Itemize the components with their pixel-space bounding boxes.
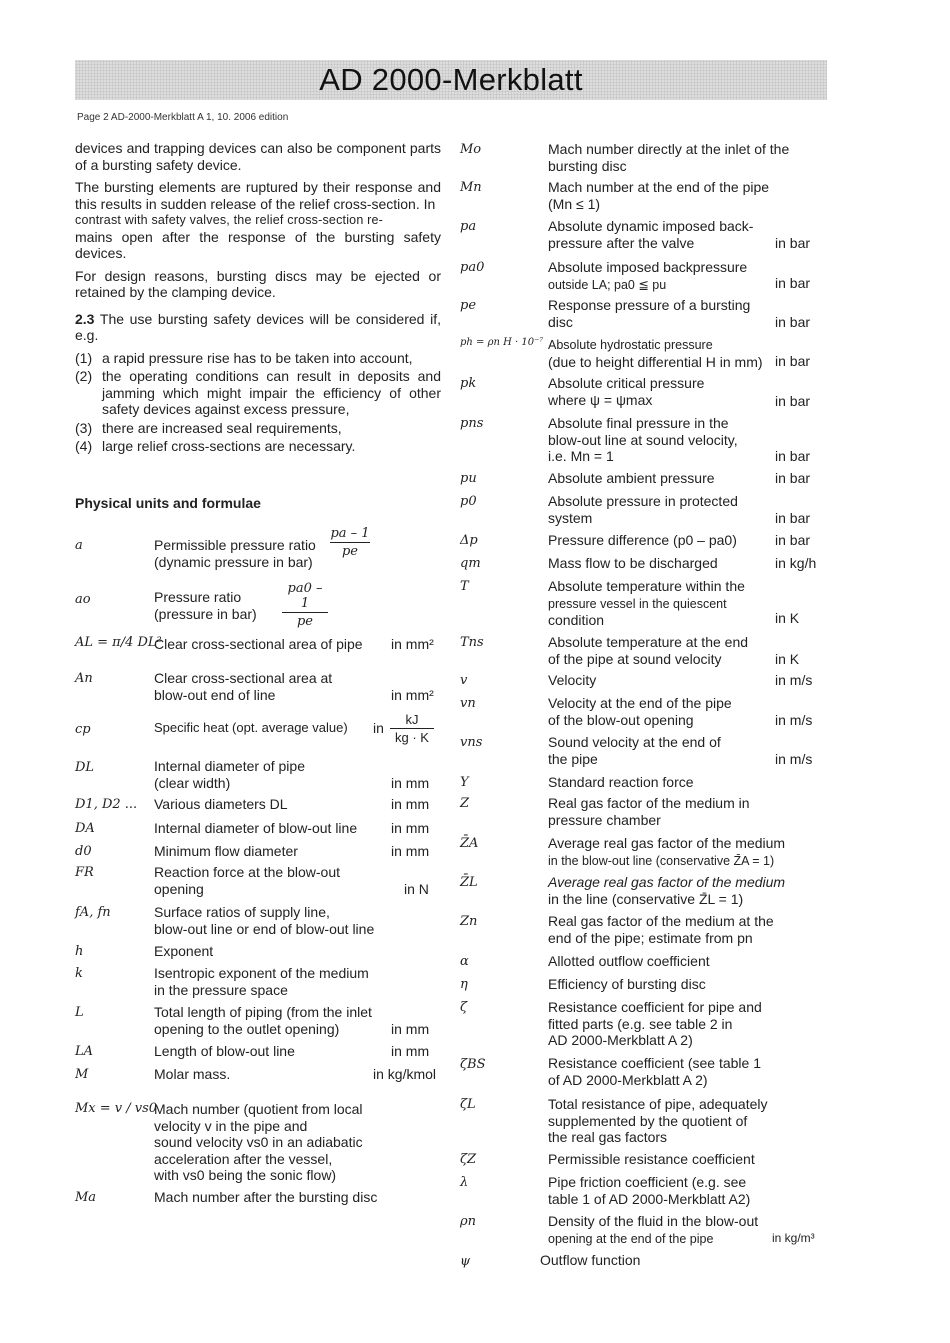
definition: Absolute ambient pressure bbox=[548, 470, 715, 486]
symbol: pk bbox=[460, 376, 477, 391]
definition: Standard reaction force bbox=[548, 774, 694, 790]
unit: in bar bbox=[775, 275, 811, 291]
definition: Surface ratios of supply line, blow-out line or end of blow-out line bbox=[154, 904, 375, 937]
unit: in bar bbox=[775, 470, 811, 486]
symbol: qm bbox=[460, 556, 481, 571]
symbol: Z bbox=[460, 796, 470, 811]
unit: in K bbox=[775, 610, 800, 626]
unit: in mm² bbox=[391, 687, 434, 703]
unit: in K bbox=[775, 651, 800, 667]
symbol: Mn bbox=[460, 180, 482, 195]
definition: Absolute pressure in protected system bbox=[548, 493, 738, 526]
definition: Internal diameter of pipe (clear width) bbox=[154, 758, 305, 791]
list-text: large relief cross-sections are necessary. bbox=[102, 438, 356, 454]
symbol: ζZ bbox=[460, 1152, 477, 1167]
definition: Mass flow to be discharged bbox=[548, 555, 718, 571]
definition: Absolute hydrostatic pressure (due to height differential H in mm) bbox=[548, 338, 763, 370]
symbol: d0 bbox=[75, 844, 92, 859]
definition: Various diameters DL bbox=[154, 796, 288, 812]
symbol: Mo bbox=[460, 142, 482, 157]
definition: Sound velocity at the end of the pipe bbox=[548, 734, 721, 767]
definition: Pipe friction coefficient (e.g. see table 1 of AD 2000-Merkblatt A2) bbox=[548, 1174, 751, 1207]
unit: in mm bbox=[391, 796, 430, 812]
definition: Resistance coefficient (see table 1 of AD 2000-Merkblatt A 2) bbox=[548, 1055, 761, 1088]
symbol: Y bbox=[460, 775, 469, 790]
definition: Mach number directly at the inlet of the bursting disc bbox=[548, 141, 790, 174]
unit: in bar bbox=[775, 532, 811, 548]
unit: in mm² bbox=[391, 636, 434, 652]
definition: Total resistance of pipe, adequately supplemented by the quotient of the real gas factors bbox=[548, 1096, 768, 1145]
definition: Velocity bbox=[548, 672, 597, 688]
unit: in m/s bbox=[775, 712, 813, 728]
definition: Absolute temperature within the pressure vessel in the quiescent condition bbox=[548, 578, 745, 628]
paragraph bbox=[75, 311, 441, 344]
definition: Total length of piping (from the inlet opening to the outlet opening) bbox=[154, 1004, 372, 1037]
symbol: cp bbox=[75, 722, 91, 737]
symbol: T bbox=[460, 579, 469, 594]
definition: Pressure difference (p0 – pa0) bbox=[548, 532, 737, 548]
unit: in bar bbox=[775, 393, 811, 409]
definition: Velocity at the end of the pipe of the blow-out opening bbox=[548, 695, 732, 728]
symbol: α bbox=[460, 954, 469, 969]
unit: in mm bbox=[391, 1021, 430, 1037]
symbol: DA bbox=[75, 821, 95, 836]
fraction: pa0 – 1 pe bbox=[282, 581, 328, 629]
list-number: (4) bbox=[75, 438, 93, 454]
definition: Length of blow-out line bbox=[154, 1043, 295, 1059]
unit: in m/s bbox=[775, 672, 813, 688]
definition: Allotted outflow coefficient bbox=[548, 953, 710, 969]
definition: Permissible pressure ratio (dynamic pressure in bar) bbox=[154, 537, 316, 570]
symbol: ph = ρn H · 10⁻⁷ bbox=[460, 337, 544, 348]
unit: in mm bbox=[391, 843, 430, 859]
symbol: ζ bbox=[460, 1000, 468, 1015]
symbol: FR bbox=[75, 865, 94, 880]
symbol: λ bbox=[460, 1175, 469, 1190]
document-title: AD 2000-Merkblatt bbox=[319, 62, 583, 97]
definition: Real gas factor of the medium in pressure chamber bbox=[548, 795, 750, 828]
unit: in m/s bbox=[775, 751, 813, 767]
paragraph: devices and trapping devices can also be component parts of a bursting safety device. bbox=[75, 140, 441, 173]
symbol: k bbox=[75, 966, 83, 981]
definition: Molar mass. bbox=[154, 1066, 231, 1082]
section-number: 2.3 bbox=[75, 310, 95, 327]
symbol: ρn bbox=[460, 1214, 477, 1229]
symbol: vn bbox=[460, 696, 476, 711]
symbol: Zn bbox=[460, 914, 478, 929]
symbol: Mx = v / vs0 bbox=[75, 1101, 158, 1116]
symbol: η bbox=[460, 977, 468, 992]
header-banner bbox=[75, 60, 827, 100]
definition: Mach number after the bursting disc bbox=[154, 1189, 378, 1205]
symbol: ψ bbox=[460, 1254, 471, 1269]
definition: Response pressure of a bursting disc bbox=[548, 297, 751, 330]
definition: Outflow function bbox=[540, 1252, 641, 1268]
list-text: a rapid pressure rise has to be taken into account, bbox=[102, 349, 413, 366]
fraction: pa – 1 pe bbox=[330, 526, 370, 559]
definition: Real gas factor of the medium at the end of the pipe; estimate from pn bbox=[548, 913, 774, 946]
symbol: ζL bbox=[460, 1097, 476, 1112]
symbol: v bbox=[460, 673, 468, 688]
definition: Specific heat (opt. average value) bbox=[154, 720, 348, 735]
symbol: Z̄A bbox=[460, 836, 479, 851]
unit: in mm bbox=[391, 1043, 430, 1059]
paragraph: mains open after the response of the bursting safety devices. bbox=[75, 228, 441, 261]
symbol: fA, fn bbox=[75, 905, 111, 920]
symbol: Δp bbox=[460, 533, 478, 548]
unit: in kg/kmol bbox=[373, 1066, 437, 1082]
paragraph: For design reasons, bursting discs may be ejected or retained by the clamping device. bbox=[75, 267, 441, 300]
symbol: ζBS bbox=[460, 1057, 486, 1072]
condition-list bbox=[75, 350, 441, 455]
list-item bbox=[75, 350, 441, 367]
unit: in bar bbox=[775, 353, 811, 369]
unit: in kg/h bbox=[775, 555, 817, 571]
symbol: M bbox=[75, 1067, 89, 1082]
list-item bbox=[75, 420, 441, 437]
paragraph: The bursting elements are ruptured by their response and this results in sudden release of the relief cross-section. In bbox=[75, 179, 441, 212]
definition: Average real gas factor of the medium in the line (conservative Z̄L = 1) bbox=[548, 874, 786, 907]
definition: Absolute imposed backpressure outside LA; pa0 ≦ pu bbox=[548, 259, 748, 292]
unit: in bbox=[373, 720, 384, 736]
symbol: a bbox=[75, 538, 83, 553]
unit: in N bbox=[404, 881, 429, 897]
symbol: Ma bbox=[75, 1190, 97, 1205]
symbol: p0 bbox=[460, 494, 477, 509]
definition: Density of the fluid in the blow-out opening at the end of the pipe bbox=[548, 1213, 759, 1246]
unit: in bar bbox=[775, 510, 811, 526]
symbol: vns bbox=[460, 735, 483, 750]
definition: Pressure ratio (pressure in bar) bbox=[154, 589, 257, 622]
symbol: L bbox=[75, 1005, 84, 1020]
symbol: h bbox=[75, 944, 84, 959]
definition: Minimum flow diameter bbox=[154, 843, 298, 859]
symbol: An bbox=[75, 671, 93, 686]
symbol: ao bbox=[75, 592, 91, 607]
definition: Exponent bbox=[154, 943, 214, 959]
definition: Absolute critical pressure where ψ = ψmax bbox=[548, 375, 705, 408]
symbol: AL = π/4 DL² bbox=[75, 635, 162, 650]
unit: in bar bbox=[775, 314, 811, 330]
list-number: (2) bbox=[75, 368, 93, 384]
unit: in mm bbox=[391, 820, 430, 836]
unit: in mm bbox=[391, 775, 430, 791]
list-number: (3) bbox=[75, 419, 93, 436]
paragraph: contrast with safety valves, the relief cross-section re- bbox=[75, 213, 384, 227]
page-reference: Page 2 AD-2000-Merkblatt A 1, 10. 2006 edition bbox=[77, 112, 289, 123]
symbol: pa bbox=[460, 219, 477, 234]
list-item bbox=[75, 368, 441, 418]
unit: in kg/m³ bbox=[772, 1231, 815, 1245]
paragraph-text: The use bursting safety devices will be considered if, e.g. bbox=[75, 310, 441, 343]
list-text: there are increased seal requirements, bbox=[102, 419, 342, 436]
symbol: D1, D2 ... bbox=[75, 797, 138, 812]
unit-fraction: kJ kg · K bbox=[390, 712, 434, 745]
symbol: pe bbox=[460, 298, 477, 313]
definition: Efficiency of bursting disc bbox=[548, 976, 706, 992]
definition: Resistance coefficient for pipe and fitted parts (e.g. see table 2 in AD 2000-Merkblatt A 2) bbox=[548, 999, 762, 1048]
definition: Absolute temperature at the end of the pipe at sound velocity bbox=[548, 634, 749, 667]
section-title: Physical units and formulae bbox=[75, 495, 261, 511]
definition: Mach number at the end of the pipe (Mn ≤ 1) bbox=[548, 179, 770, 212]
symbol: Z̄L bbox=[460, 875, 478, 890]
list-item bbox=[75, 438, 441, 455]
symbol: pu bbox=[460, 471, 477, 486]
left-text-column bbox=[75, 140, 441, 457]
list-number: (1) bbox=[75, 349, 93, 366]
symbol: Tns bbox=[460, 635, 484, 650]
definition: Absolute final pressure in the blow-out line at sound velocity, i.e. Mn = 1 bbox=[548, 415, 738, 464]
definition: Isentropic exponent of the medium in the pressure space bbox=[154, 965, 369, 998]
definition: Permissible resistance coefficient bbox=[548, 1151, 755, 1167]
unit: in bar bbox=[775, 448, 811, 464]
definition: Average real gas factor of the medium in the blow-out line (conservative Z̄A = 1) bbox=[548, 835, 786, 868]
list-text: the operating conditions can result in deposits and jamming which might impair the efficiency of other safety devices against excess pressure, bbox=[102, 368, 441, 417]
definition: Mach number (quotient from local velocity v in the pipe and sound velocity vs0 in an adiabatic acceleration after the vessel, with vs0 being the sonic flow) bbox=[154, 1101, 363, 1183]
definition: Clear cross-sectional area of pipe bbox=[154, 636, 363, 652]
symbol: pns bbox=[460, 416, 484, 431]
definition: Internal diameter of blow-out line bbox=[154, 820, 358, 836]
definition: Clear cross-sectional area at blow-out end of line bbox=[154, 670, 333, 703]
unit: in bar bbox=[775, 235, 811, 251]
symbol: DL bbox=[75, 760, 95, 775]
symbol: LA bbox=[75, 1044, 94, 1059]
definition: Reaction force at the blow-out opening bbox=[154, 864, 340, 897]
definition: Absolute dynamic imposed back- pressure after the valve bbox=[548, 218, 754, 251]
symbol: pa0 bbox=[460, 260, 485, 275]
